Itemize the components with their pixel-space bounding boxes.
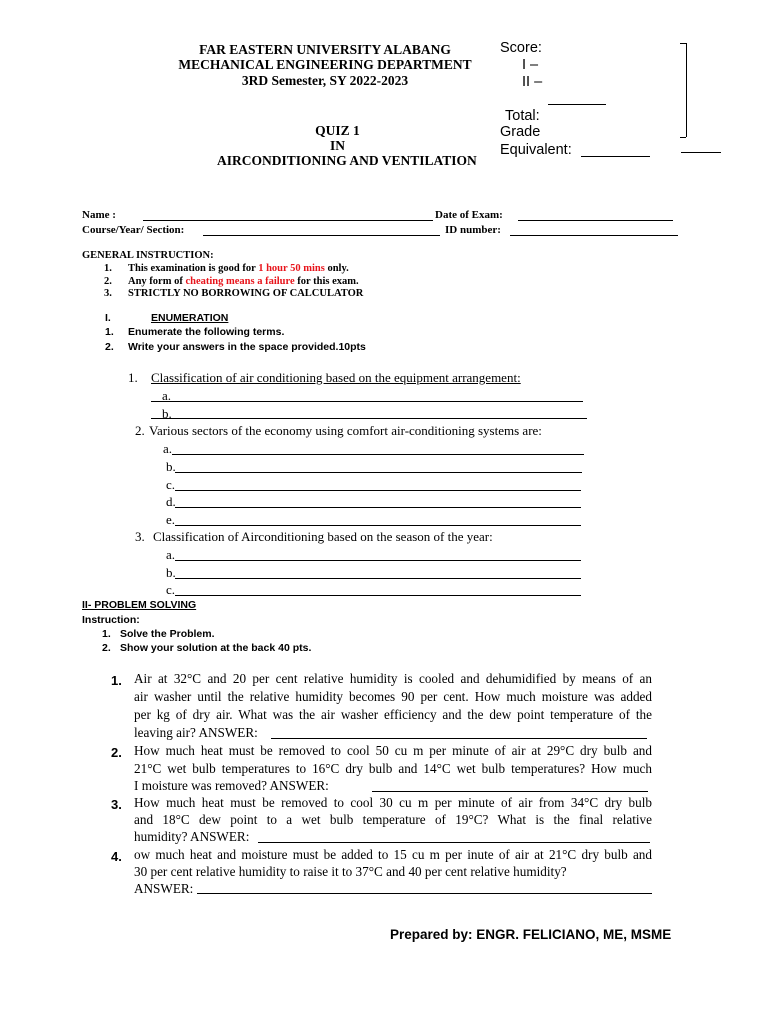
enum-q2-letter-a: a.	[163, 441, 173, 456]
prepared-by: Prepared by: ENGR. FELICIANO, ME, MSME	[390, 927, 672, 942]
enum-q2-answer-d[interactable]	[175, 507, 581, 508]
equivalent-label: Equivalent:	[500, 142, 572, 158]
part1-title: ENUMERATION	[151, 312, 229, 324]
enum-q3-num: 3.	[135, 529, 145, 544]
problem-3-line-2: and 18°C dew point to a wet bulb temperature of 19°C? What is the final relative	[134, 812, 652, 827]
gi-item-1-highlight: 1 hour 50 mins	[258, 263, 325, 274]
problem-1-answer-line[interactable]	[271, 738, 647, 739]
enum-q2-letter-c: c.	[166, 477, 176, 492]
gi-item-2-highlight: cheating means a failure	[185, 276, 295, 287]
enum-q3-text: Classification of Airconditioning based on the season of the year:	[153, 529, 493, 544]
problem-2-line-1: How much heat must be removed to cool 50 cu m per minute of air at 29°C dry bulb and	[134, 743, 652, 758]
enum-q1-letter-b: b.	[162, 406, 172, 421]
course-label: Course/Year/ Section:	[82, 224, 185, 236]
enum-q1-answer-a[interactable]	[151, 401, 583, 402]
enum-q2-text: Various sectors of the economy using comfort air-conditioning systems are:	[149, 423, 542, 438]
enum-q2-letter-b: b.	[166, 459, 176, 474]
enum-q3-answer-a[interactable]	[175, 560, 581, 561]
course-input-line[interactable]	[203, 235, 440, 236]
grade-label: Grade	[500, 124, 541, 140]
date-of-exam-label: Date of Exam:	[435, 209, 503, 221]
score-part2-label: II –	[522, 74, 543, 90]
enum-q2-answer-e[interactable]	[175, 525, 581, 526]
enum-q3-answer-c[interactable]	[175, 595, 581, 596]
gi-item-1-after: only.	[324, 263, 349, 274]
gi-item-1-text: This examination is good for	[128, 263, 259, 274]
quiz-in: IN	[329, 138, 345, 153]
enum-q2-answer-a[interactable]	[172, 454, 584, 455]
part1-roman: I.	[105, 312, 111, 324]
problem-2-answer-label: I moisture was removed? ANSWER:	[134, 778, 329, 793]
enum-q3-letter-b: b.	[166, 565, 176, 580]
grade-extra-line	[681, 152, 721, 153]
id-number-label: ID number:	[445, 224, 501, 236]
part1-instr-2: Write your answers in the space provided.10pts	[128, 341, 366, 353]
problem-4-num: 4.	[111, 849, 122, 864]
part1-instr-num-1: 1.	[105, 326, 114, 338]
problem-4-line-1: ow much heat and moisture must be added to 15 cu m per inute of air at 21°C dry bulb and	[134, 847, 652, 862]
problem-1-line-3: per kg of dry air. What was the air washer efficiency and the dew point temperature of the	[134, 707, 652, 722]
part2-instr-2: Show your solution at the back 40 pts.	[120, 642, 312, 654]
problem-1-num: 1.	[111, 673, 122, 688]
part2-instr-num-2: 2.	[102, 642, 111, 654]
problem-3-answer-line[interactable]	[258, 842, 650, 843]
enum-q3-letter-a: a.	[166, 547, 176, 562]
enum-q2-num: 2.	[135, 423, 145, 438]
enum-q1-answer-b[interactable]	[151, 418, 587, 419]
gi-num-2: 2.	[104, 276, 112, 287]
problem-2-answer-line[interactable]	[372, 791, 648, 792]
part2-instr-num-1: 1.	[102, 628, 111, 640]
score-label: Score:	[500, 40, 542, 56]
gi-num-3: 3.	[104, 288, 112, 299]
gi-num-1: 1.	[104, 263, 112, 274]
gi-item-2-after: for this exam.	[294, 276, 359, 287]
problem-3-answer-label: humidity? ANSWER:	[134, 829, 250, 844]
total-score-line[interactable]	[548, 104, 606, 105]
enum-q2-letter-d: d.	[166, 494, 176, 509]
semester: 3RD Semester, SY 2022-2023	[241, 73, 409, 88]
problem-2-line-2: 21°C wet bulb temperatures to 16°C dry bulb and 14°C wet bulb temperatures? How much	[134, 761, 652, 776]
enum-q1-num: 1.	[128, 370, 138, 385]
bracket-vertical	[686, 43, 687, 137]
part1-instr-num-2: 2.	[105, 341, 114, 353]
problem-3-num: 3.	[111, 797, 122, 812]
grade-equivalent-line[interactable]	[581, 156, 650, 157]
date-input-line[interactable]	[518, 220, 673, 221]
part2-instr-1: Solve the Problem.	[120, 628, 215, 640]
university-name: FAR EASTERN UNIVERSITY ALABANG	[199, 42, 451, 57]
problem-4-answer-line[interactable]	[197, 893, 652, 894]
enum-q3-answer-b[interactable]	[175, 578, 581, 579]
problem-2-num: 2.	[111, 745, 122, 760]
quiz-subject: AIRCONDITIONING AND VENTILATION	[217, 153, 477, 168]
name-input-line[interactable]	[143, 220, 433, 221]
name-label: Name :	[82, 209, 116, 221]
enum-q1-text: Classification of air conditioning based on the equipment arrangement:	[151, 370, 521, 385]
problem-1-line-2: air washer until the relative humidity becomes 90 per cent. How much moisture was added	[134, 689, 652, 704]
problem-3-line-1: How much heat must be removed to cool 30 cu m per minute of air from 34°C dry bulb	[134, 795, 652, 810]
enum-q2-answer-b[interactable]	[175, 472, 582, 473]
part1-instr-1: Enumerate the following terms.	[128, 326, 285, 338]
id-input-line[interactable]	[510, 235, 678, 236]
enum-q3-letter-c: c.	[166, 582, 176, 597]
part2-title: II- PROBLEM SOLVING	[82, 599, 197, 611]
gi-item-1	[128, 262, 349, 275]
department-name: MECHANICAL ENGINEERING DEPARTMENT	[178, 57, 472, 72]
problem-1-line-1: Air at 32°C and 20 per cent relative humidity is cooled and dehumidified by means of an	[134, 671, 652, 686]
total-label: Total:	[505, 108, 540, 124]
problem-1-answer-label: leaving air? ANSWER:	[134, 725, 258, 740]
general-instruction-title: GENERAL INSTRUCTION:	[82, 250, 214, 261]
part2-instruction-label: Instruction:	[82, 614, 140, 626]
score-part1-label: I –	[522, 57, 539, 73]
bracket-bottom	[680, 137, 686, 138]
gi-item-3: STRICTLY NO BORROWING OF CALCULATOR	[128, 288, 364, 299]
enum-q1-letter-a: a.	[162, 388, 172, 403]
problem-4-line-2: 30 per cent relative humidity to raise it to 37°C and 40 per cent relative humidity?	[134, 864, 567, 879]
quiz-title: QUIZ 1	[315, 123, 360, 138]
problem-4-answer-label: ANSWER:	[134, 881, 194, 896]
gi-item-2-text: Any form of	[128, 276, 186, 287]
enum-q2-letter-e: e.	[166, 512, 176, 527]
enum-q2-answer-c[interactable]	[175, 490, 581, 491]
